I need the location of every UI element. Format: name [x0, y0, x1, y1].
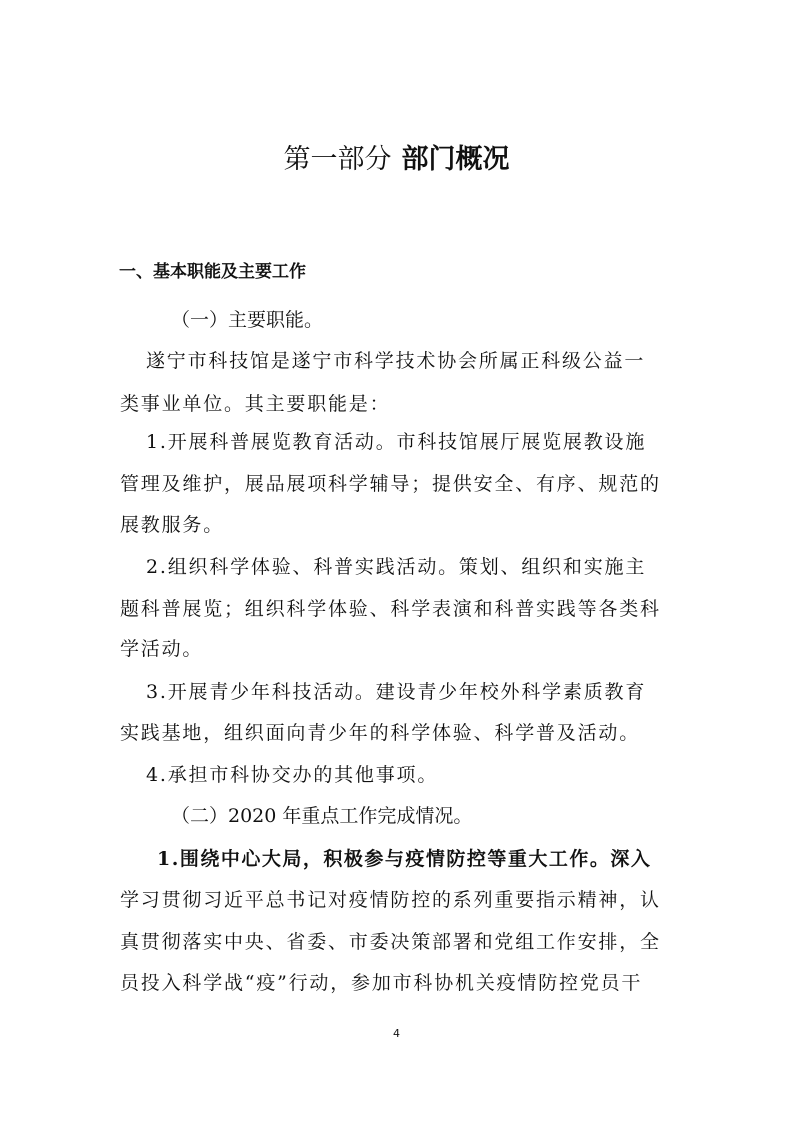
work1-line-1: 1.围绕中心大局，积极参与疫情防控等重大工作。深入 [157, 848, 652, 870]
duty2-line-1: 2.组织科学体验、科普实践活动。策划、组织和实施主 [146, 556, 647, 578]
subsection-heading-duties: （一）主要职能。 [171, 309, 324, 331]
duty1-line-1: 1.开展科普展览教育活动。市科技馆展厅展览展教设施 [146, 431, 647, 453]
title-part-label: 第一部分 [283, 144, 392, 175]
subsection-heading-work: （二）2020 年重点工作完成情况。 [171, 805, 473, 827]
work1-line-4: 员投入科学战“疫”行动，参加市科协机关疫情防控党员干 [120, 972, 643, 994]
page-title [0, 138, 793, 182]
duty4-line-1: 4.承担市科协交办的其他事项。 [146, 764, 439, 786]
work1-line-2: 学习贯彻习近平总书记对疫情防控的系列重要指示精神，认 [120, 889, 661, 911]
work1-line-3: 真贯彻落实中央、省委、市委决策部署和党组工作安排，全 [120, 931, 661, 953]
intro-line-1: 遂宁市科技馆是遂宁市科学技术协会所属正科级公益一 [146, 350, 646, 372]
duty2-line-2: 题科普展览；组织科学体验、科学表演和科普实践等各类科 [120, 598, 661, 620]
section-heading: 一、基本职能及主要工作 [119, 262, 306, 282]
duty1-line-2: 管理及维护，展品展项科学辅导；提供安全、有序、规范的 [120, 473, 661, 495]
title-part-name: 部门概况 [401, 144, 510, 175]
duty1-line-3: 展教服务。 [120, 514, 225, 536]
duty3-line-1: 3.开展青少年科技活动。建设青少年校外科学素质教育 [146, 681, 647, 703]
duty2-line-3: 学活动。 [120, 638, 204, 660]
page-number: 4 [393, 1027, 400, 1040]
duty3-line-2: 实践基地，组织面向青少年的科学体验、科学普及活动。 [120, 722, 641, 744]
intro-line-2: 类事业单位。其主要职能是： [120, 393, 391, 415]
